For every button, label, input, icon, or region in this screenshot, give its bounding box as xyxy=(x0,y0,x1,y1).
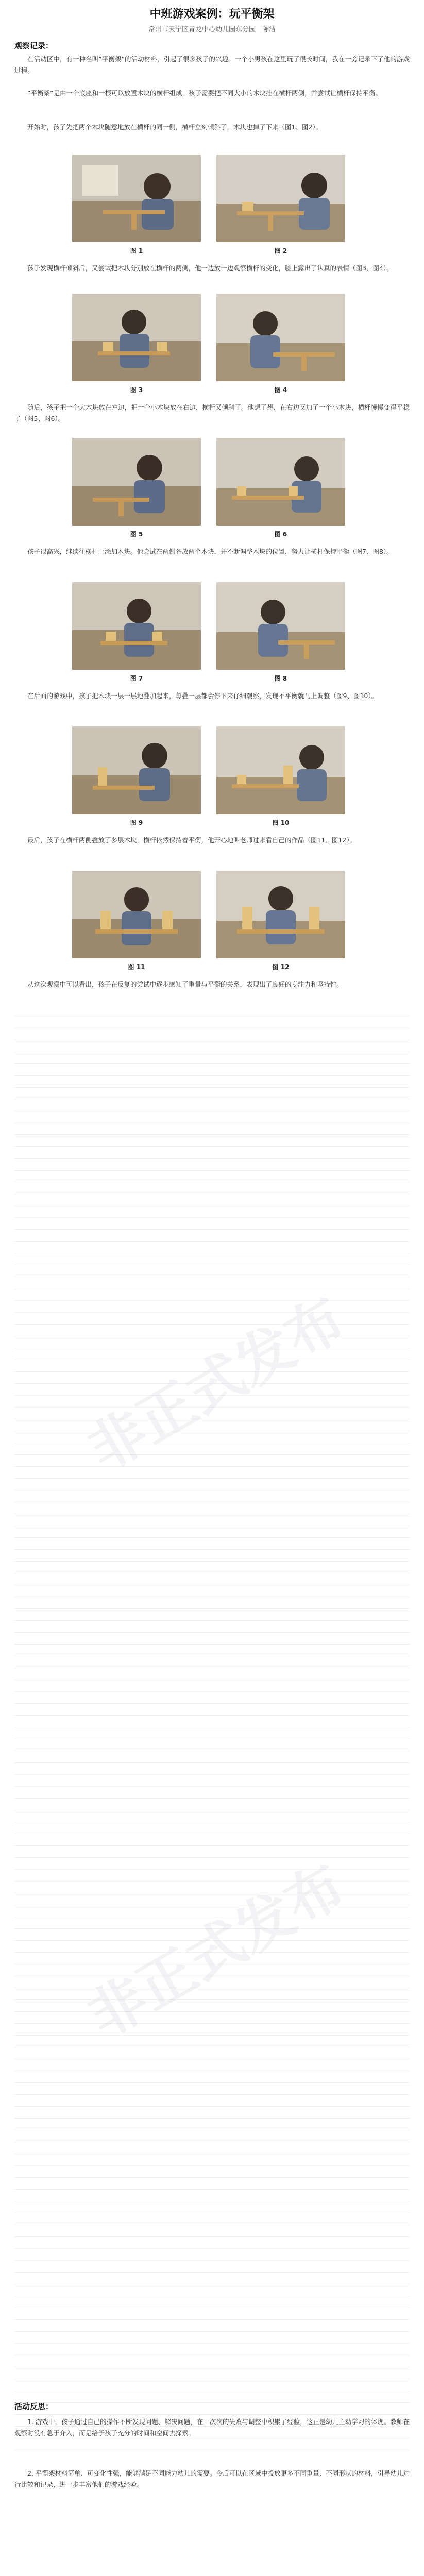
text-line xyxy=(14,1076,410,1088)
author-line: 常州市天宁区青龙中心幼儿园东分园 陈洁 xyxy=(148,26,276,33)
text-line xyxy=(14,2178,410,2190)
text-line xyxy=(14,1502,410,1514)
figure-caption: 图 4 xyxy=(274,386,287,394)
observation-paragraph: 在活动区中，有一种名叫“平衡架”的活动材料，引起了很多孩子的兴趣。一个小男孩在这里玩了很长时间，我在一旁记录下了他的游戏过程。 xyxy=(14,55,410,74)
text-line xyxy=(14,2119,410,2130)
text-line xyxy=(14,2332,410,2344)
figure-caption: 图 10 xyxy=(272,819,290,826)
text-line xyxy=(14,1858,410,1870)
watermark: 非正式发布 xyxy=(77,1284,355,1484)
text-line xyxy=(14,2355,410,2367)
section-heading-analysis: 活动反思： xyxy=(14,2402,54,2411)
page-title: 中班游戏案例：玩平衡架 xyxy=(149,8,275,21)
text-line xyxy=(14,1716,410,1727)
text-line xyxy=(14,1242,410,1253)
text-line xyxy=(14,1028,410,1040)
text-line xyxy=(14,1099,410,1111)
text-line xyxy=(14,2107,410,2119)
text-line xyxy=(14,1633,410,1645)
watermark: 非正式发布 xyxy=(77,1851,355,2050)
text-line xyxy=(14,2403,410,2415)
text-line xyxy=(14,1147,410,1159)
observation-paragraph: 随后，孩子把一个大木块放在左边，把一个小木块放在右边，横杆又倾斜了。他想了想，在右边又加了一个小木块，横杆慢慢变得平稳了（图5、图6）。 xyxy=(14,403,410,422)
text-line xyxy=(14,1490,410,1502)
text-line xyxy=(14,1822,410,1834)
text-line xyxy=(14,1834,410,1846)
text-line xyxy=(14,2273,410,2284)
text-line xyxy=(14,1005,410,1016)
text-line xyxy=(14,2438,410,2450)
text-line xyxy=(14,1562,410,1573)
text-line xyxy=(14,1799,410,1810)
figure-caption: 图 6 xyxy=(274,531,287,538)
text-line xyxy=(14,1692,410,1704)
photo-child-playing xyxy=(72,438,201,526)
text-line xyxy=(14,1206,410,1218)
text-line xyxy=(14,1159,410,1171)
text-line xyxy=(14,1135,410,1147)
analysis-paragraph: 2. 平衡架材料简单、可变化性强，能够满足不同能力幼儿的需要。今后可以在区域中投放更多不同重量、不同形状的材料，引导幼儿进行比较和记录，进一步丰富他们的游戏经验。 xyxy=(14,2469,410,2488)
text-line xyxy=(14,1645,410,1656)
text-line xyxy=(14,1467,410,1479)
text-line xyxy=(14,1016,410,1028)
text-line xyxy=(14,1040,410,1052)
section-heading-observe: 观察记录： xyxy=(14,41,54,50)
figure-caption: 图 9 xyxy=(130,819,143,826)
text-line xyxy=(14,1597,410,1609)
text-line xyxy=(14,1218,410,1230)
text-line xyxy=(14,2391,410,2403)
text-line xyxy=(14,1668,410,1680)
text-line xyxy=(14,2012,410,2024)
text-line xyxy=(14,1680,410,1692)
body-text-block xyxy=(14,1005,410,2391)
text-line xyxy=(14,2261,410,2273)
text-line xyxy=(14,1479,410,1490)
text-line xyxy=(14,2071,410,2083)
text-line xyxy=(14,1277,410,1289)
text-line xyxy=(14,1870,410,1882)
text-line xyxy=(14,1573,410,1585)
text-line xyxy=(14,1230,410,1242)
text-line xyxy=(14,1751,410,1763)
photo-child-playing xyxy=(72,582,201,670)
text-line xyxy=(14,1526,410,1538)
photo-child-playing xyxy=(216,582,345,670)
text-line xyxy=(14,1313,410,1325)
text-line xyxy=(14,2296,410,2308)
text-line xyxy=(14,2036,410,2047)
photo-child-playing xyxy=(216,871,345,958)
text-line xyxy=(14,2225,410,2237)
text-line xyxy=(14,2379,410,2391)
text-line xyxy=(14,2024,410,2036)
text-line xyxy=(14,1775,410,1787)
text-line xyxy=(14,2237,410,2249)
text-line xyxy=(14,2047,410,2059)
observation-paragraph: 从这次观察中可以看出，孩子在反复的尝试中逐步感知了重量与平衡的关系，表现出了良好的专注力和坚持性。 xyxy=(27,980,343,988)
text-line xyxy=(14,2142,410,2154)
observation-paragraph: 孩子很高兴，继续往横杆上添加木块。他尝试在两侧各放两个木块，并不断调整木块的位置，努力让横杆保持平衡（图7、图8）。 xyxy=(27,548,393,555)
text-line xyxy=(14,1763,410,1775)
photo-child-playing xyxy=(72,726,201,814)
text-line xyxy=(14,1787,410,1799)
figure-caption: 图 11 xyxy=(128,963,145,971)
figure-caption: 图 1 xyxy=(130,247,143,255)
text-line xyxy=(14,1621,410,1633)
text-line xyxy=(14,2190,410,2201)
text-line xyxy=(14,1656,410,1668)
photo-child-playing xyxy=(72,294,201,381)
text-line xyxy=(14,1585,410,1597)
text-line xyxy=(14,2201,410,2213)
text-line xyxy=(14,2213,410,2225)
text-line xyxy=(14,2154,410,2166)
text-line xyxy=(14,1265,410,1277)
text-line xyxy=(14,2344,410,2355)
text-line xyxy=(14,1171,410,1182)
photo-child-playing xyxy=(216,726,345,814)
text-line xyxy=(14,1431,410,1443)
analysis-paragraph: 1. 游戏中，孩子通过自己的操作不断发现问题、解决问题，在一次次的失败与调整中积累了经验，这正是幼儿主动学习的体现。教师在观察时没有急于介入，而是给予孩子充分的时间和空间去探索。 xyxy=(14,2418,410,2437)
text-line xyxy=(14,1609,410,1621)
text-line xyxy=(14,2367,410,2379)
text-line xyxy=(14,1182,410,1194)
text-line xyxy=(14,2095,410,2107)
observation-paragraph: 在后面的游戏中，孩子把木块一层一层地叠加起来，每叠一层都会停下来仔细观察，发现不平衡就马上调整（图9、图10）。 xyxy=(27,692,378,700)
text-line xyxy=(14,1704,410,1716)
text-line xyxy=(14,2249,410,2261)
figure-caption: 图 7 xyxy=(130,675,143,682)
figure-caption: 图 5 xyxy=(130,531,143,538)
photo-child-playing xyxy=(216,438,345,526)
text-line xyxy=(14,1123,410,1135)
photo-child-playing xyxy=(72,155,201,242)
figure-caption: 图 12 xyxy=(272,963,290,971)
observation-paragraph: “平衡架”是由一个底座和一根可以放置木块的横杆组成，孩子需要把不同大小的木块挂在横杆两侧，并尝试让横杆保持平衡。 xyxy=(27,89,382,97)
figure-caption: 图 3 xyxy=(130,386,143,394)
text-line xyxy=(14,2000,410,2012)
text-line xyxy=(14,1514,410,1526)
text-line xyxy=(14,1194,410,1206)
figure-caption: 图 8 xyxy=(274,675,287,682)
text-line xyxy=(14,1088,410,1099)
text-line xyxy=(14,2059,410,2071)
photo-child-playing xyxy=(216,294,345,381)
photo-child-playing xyxy=(216,155,345,242)
text-line xyxy=(14,2166,410,2178)
text-line xyxy=(14,1111,410,1123)
figure-caption: 图 2 xyxy=(274,247,287,255)
text-line xyxy=(14,2320,410,2332)
text-line xyxy=(14,2284,410,2296)
text-line xyxy=(14,1550,410,1562)
text-line xyxy=(14,1443,410,1455)
text-line xyxy=(14,1538,410,1550)
text-line xyxy=(14,1739,410,1751)
text-line xyxy=(14,1846,410,1858)
text-line xyxy=(14,1455,410,1467)
text-line xyxy=(14,1810,410,1822)
text-line xyxy=(14,2308,410,2320)
text-line xyxy=(14,1052,410,1064)
text-line xyxy=(14,1253,410,1265)
text-line xyxy=(14,1064,410,1076)
observation-paragraph: 孩子发现横杆倾斜后，又尝试把木块分别放在横杆的两侧，他一边放一边观察横杆的变化，脸上露出了认真的表情（图3、图4）。 xyxy=(27,264,393,272)
text-line xyxy=(14,2083,410,2095)
text-line xyxy=(14,1301,410,1313)
photo-child-playing xyxy=(72,871,201,958)
text-line xyxy=(14,1727,410,1739)
text-line xyxy=(14,1289,410,1301)
text-line xyxy=(14,2130,410,2142)
text-line xyxy=(14,1882,410,1893)
observation-paragraph: 最后，孩子在横杆两侧叠放了多层木块，横杆依然保持着平衡，他开心地叫老师过来看自己的作品（图11、图12）。 xyxy=(27,836,357,844)
observation-paragraph: 开始时，孩子先把两个木块随意地放在横杆的同一侧，横杆立刻倾斜了，木块也掉了下来（图1、图2）。 xyxy=(27,123,323,131)
